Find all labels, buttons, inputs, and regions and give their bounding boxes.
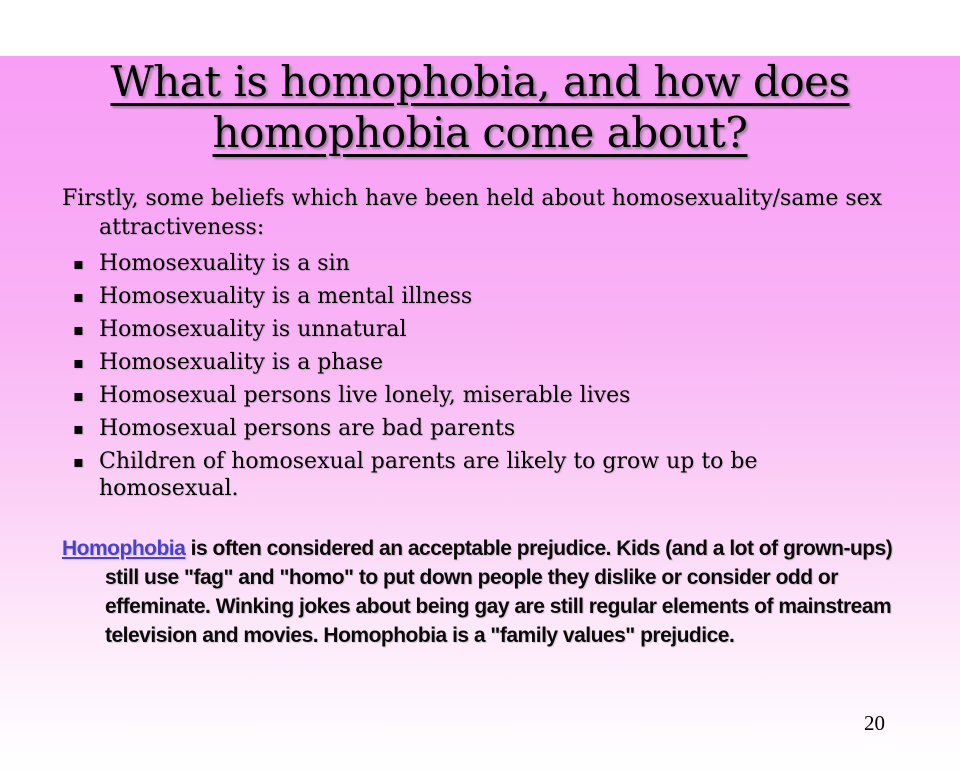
slide-title — [0, 56, 960, 158]
bullet-square-icon: ▪ — [73, 254, 84, 273]
title-line-1: What is homophobia, and how does — [110, 57, 850, 106]
page-number: 20 — [864, 711, 885, 735]
bullet-text: Homosexual persons are bad parents — [99, 416, 516, 441]
bullet-text: Homosexuality is a phase — [99, 350, 383, 375]
bullet-item — [62, 415, 902, 442]
bullet-square-icon: ▪ — [73, 386, 84, 405]
bullet-square-icon: ▪ — [73, 353, 84, 372]
closing-text: is often considered an acceptable prejudice. Kids (and a lot of grown-ups) still use "fag" and "homo" to put down people they dislike or consider odd or effeminate. Winking jokes about being gay are still regular elements of mainstream television and movies. Homophobia is a "family values" prejudice. — [105, 537, 893, 647]
bullet-square-icon: ▪ — [73, 419, 84, 438]
bullet-item — [62, 250, 902, 277]
bullet-square-icon: ▪ — [73, 320, 84, 339]
bullet-item — [62, 283, 902, 310]
bullet-text: Homosexuality is a sin — [99, 251, 350, 276]
bullet-item — [62, 382, 902, 409]
bullet-list — [62, 250, 902, 502]
title-line-2: homophobia come about? — [212, 108, 748, 157]
bullet-square-icon: ▪ — [73, 452, 84, 471]
bullet-square-icon: ▪ — [73, 287, 84, 306]
intro-text: Firstly, some beliefs which have been held about homosexuality/same sex attractiveness: — [62, 186, 883, 240]
bullet-text: Children of homosexual parents are likely to grow up to be homosexual. — [99, 449, 758, 501]
bullet-text: Homosexual persons live lonely, miserable lives — [99, 383, 631, 408]
bullet-item — [62, 448, 902, 502]
slide-body — [62, 184, 902, 650]
slide — [0, 56, 960, 776]
bullet-item — [62, 349, 902, 376]
homophobia-link[interactable]: Homophobia — [62, 537, 186, 560]
bullet-text: Homosexuality is a mental illness — [99, 284, 473, 309]
bullet-text: Homosexuality is unnatural — [99, 317, 407, 342]
bullet-item — [62, 316, 902, 343]
closing-paragraph — [62, 534, 902, 650]
